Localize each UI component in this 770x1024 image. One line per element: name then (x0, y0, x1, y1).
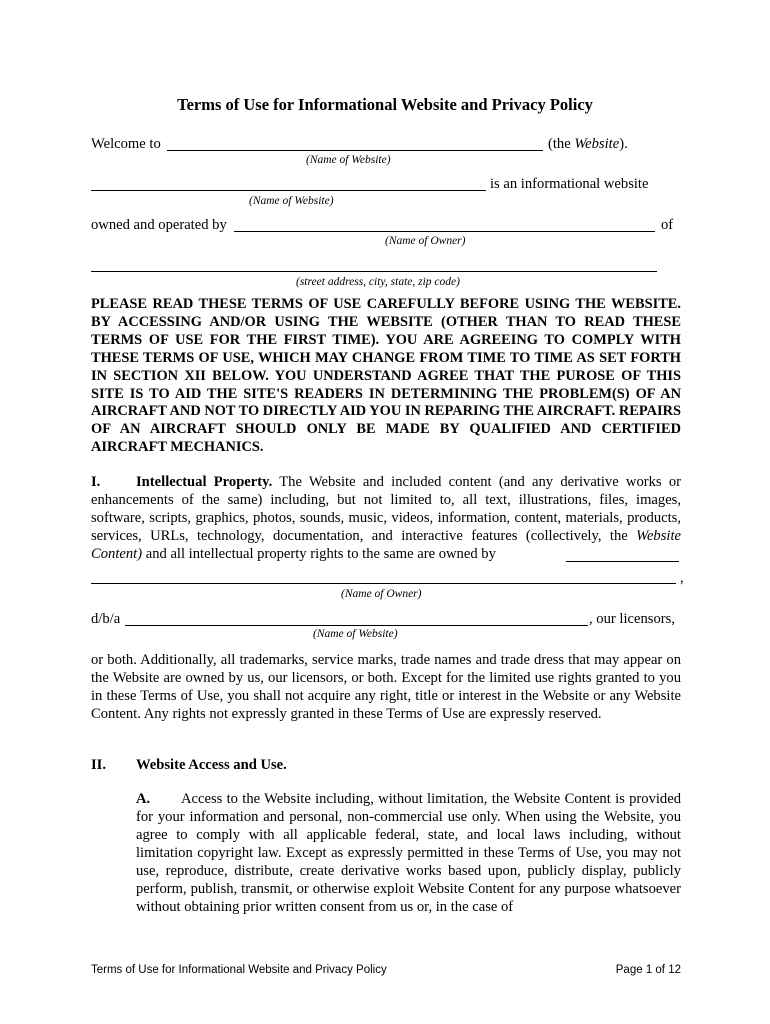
owner-name-blank[interactable] (234, 231, 655, 232)
footer-page-number: Page 1 of 12 (615, 964, 681, 976)
document-title: Terms of Use for Informational Website and Privacy Policy (177, 95, 593, 114)
section-1-continuation: or both. Additionally, all trademarks, service marks, trade names and trade dress that may appear on the Website are owned by us, our licensors, or both. Except for the limited use rights granted to you in these Terms of Use, you shall not acquire any right, title or interest in the Website or any Website Content. Any rights not expressly granted in these Terms of Use are expressly reserved. (91, 652, 681, 722)
informational-suffix: is an informational website (490, 176, 649, 192)
owner-caption-2: (Name of Owner) (341, 588, 422, 600)
section-2-number: II. (91, 757, 107, 773)
footer-title: Terms of Use for Informational Website and Privacy Policy (91, 964, 387, 976)
address-blank[interactable] (91, 271, 657, 272)
section-1-paragraph: I. Intellectual Property. The Website and included content (and any derivative works or enhancements of the same) including, but not limited to, all text, illustrations, files, images, software, scripts, graphics, photos, sounds, music, videos, information, content, materials, products, services, URLs, technology, documentation, and interactive features (collectively, the Website Content) and all intellectual property rights to the same are owned by (91, 474, 682, 562)
licensors-text: , our licensors, (589, 611, 675, 627)
section-2-heading: Website Access and Use. (136, 757, 287, 773)
owner-name-caption: (Name of Owner) (385, 235, 466, 247)
welcome-prefix: Welcome to (91, 136, 161, 152)
section-1-number: I. (91, 474, 101, 490)
welcome-suffix: (the Website). (548, 136, 628, 152)
dba-website-caption: (Name of Website) (313, 628, 398, 640)
owned-suffix: of (661, 217, 674, 233)
notice-paragraph: PLEASE READ THESE TERMS OF USE CAREFULLY BEFORE USING THE WEBSITE. BY ACCESSING AND/OR USING THE WEBSITE (OTHER THAN TO READ THESE TERMS OF USE FOR THE FIRST TIME). YOU ARE AGREEING TO COMPLY WITH THESE TERMS OF USE, WHICH MAY CHANGE FROM TIME TO TIME AS SET FORTH IN SECTION XII BELOW. YOU UNDERSTAND AGREE THAT THE PUROSE OF THIS SITE IS TO AID THE SITE'S READERS IN DETERMINING THE PROBLEM(S) OF AN AIRCRAFT AND NOT TO DIRECTLY AID YOU IN REPARING THE AIRCRAFT. REPAIRS OF AN AIRCRAFT SHOULD ONLY BE MADE BY QUALIFIED AND CERTIFIED AIRCRAFT MECHANICS. (91, 296, 681, 456)
informational-website-blank[interactable] (91, 190, 486, 191)
owner-blank-full[interactable] (91, 583, 676, 584)
owner-comma: , (680, 570, 684, 586)
dba-label: d/b/a (91, 611, 121, 627)
owned-prefix: owned and operated by (91, 217, 227, 233)
website-name-blank[interactable] (167, 150, 543, 151)
section-2a-label: A. (136, 791, 151, 807)
website-name-caption: (Name of Website) (306, 154, 391, 166)
page-footer (91, 964, 681, 980)
informational-caption: (Name of Website) (249, 195, 334, 207)
dba-website-blank[interactable] (125, 625, 588, 626)
owner-blank-inline[interactable] (566, 561, 679, 562)
section-1-heading: Intellectual Property. (136, 474, 273, 490)
address-caption: (street address, city, state, zip code) (296, 276, 460, 288)
section-2a-paragraph: A. Access to the Website including, without limitation, the Website Content is provided for your information and personal, non-commercial use only. When using the Website, you agree to comply with all applicable federal, state, and local laws including, without limitation copyright law. Except as expressly permitted in these Terms of Use, you may not use, reproduce, distribute, create derivative works based upon, publicly display, publicly perform, publish, transmit, or otherwise exploit Website Content for any purpose whatsoever without obtaining prior written consent from us or, in the case of (136, 791, 681, 915)
